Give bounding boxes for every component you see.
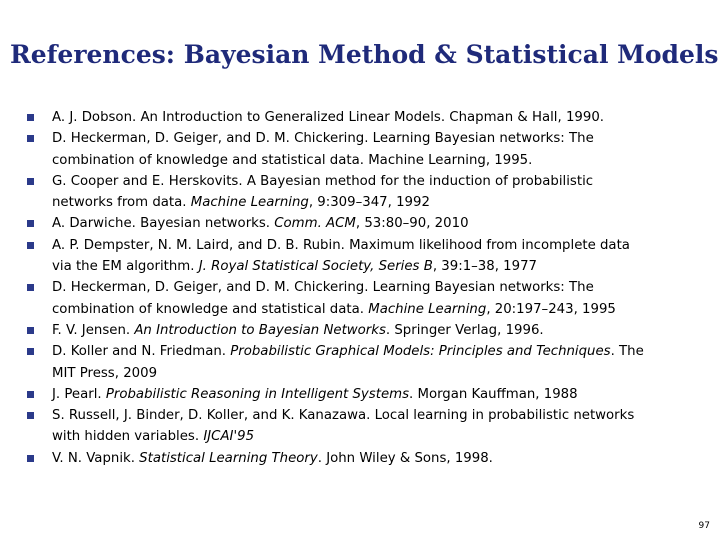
reference-text: , 9:309–347, 1992: [308, 195, 430, 211]
page-number: 97: [698, 521, 710, 531]
reference-line: [52, 299, 702, 320]
reference-line: [52, 128, 702, 149]
reference-item: [0, 341, 720, 384]
reference-text: A. J. Dobson. An Introduction to Generalized Linear Models. Chapman & Hall, 1990.: [52, 110, 605, 125]
square-bullet-icon: [27, 455, 34, 462]
reference-line: [52, 107, 702, 128]
reference-source: IJCAI'95: [203, 429, 255, 445]
reference-line: [52, 426, 702, 447]
reference-item: [0, 171, 720, 214]
reference-source: J. Royal Statistical Society, Series B: [198, 259, 433, 275]
square-bullet-icon: [27, 220, 34, 227]
reference-text: combination of knowledge and statistical data.: [52, 301, 369, 317]
square-bullet-icon: [27, 242, 34, 249]
reference-text: F. V. Jensen.: [52, 322, 135, 338]
reference-item: [0, 384, 720, 405]
reference-text: A. Darwiche. Bayesian networks.: [52, 216, 275, 232]
reference-text: S. Russell, J. Binder, D. Koller, and K. Kanazawa. Local learning in probabilistic networks: [52, 408, 635, 424]
reference-item: [0, 277, 720, 320]
reference-line: [52, 405, 702, 426]
reference-text: , 39:1–38, 1977: [432, 259, 538, 275]
square-bullet-icon: [27, 114, 34, 121]
square-bullet-icon: [27, 348, 34, 355]
square-bullet-icon: [27, 391, 34, 398]
reference-source: An Introduction to Bayesian Networks: [134, 322, 386, 338]
reference-source: Machine Learning: [190, 195, 309, 211]
reference-text: G. Cooper and E. Herskovits. A Bayesian method for the induction of probabilistic: [52, 173, 594, 189]
reference-text: MIT Press, 2009: [52, 365, 158, 381]
reference-line: [52, 150, 702, 171]
reference-text: , 20:197–243, 1995: [486, 301, 616, 317]
reference-text: D. Koller and N. Friedman.: [52, 344, 231, 360]
reference-text: . The: [610, 344, 644, 360]
reference-text: . John Wiley & Sons, 1998.: [317, 450, 493, 466]
reference-item: [0, 107, 720, 128]
reference-text: A. P. Dempster, N. M. Laird, and D. B. Rubin. Maximum likelihood from incomplete data: [52, 237, 630, 253]
reference-item: [0, 235, 720, 278]
reference-text: D. Heckerman, D. Geiger, and D. M. Chickering. Learning Bayesian networks: The: [52, 280, 594, 296]
reference-text: V. N. Vapnik.: [52, 450, 140, 466]
slide-title: References: Bayesian Method & Statistical Models: [10, 40, 719, 69]
square-bullet-icon: [27, 284, 34, 291]
reference-text: , 53:80–90, 2010: [355, 216, 469, 232]
reference-line: [52, 384, 702, 405]
reference-line: [52, 448, 702, 469]
reference-item: [0, 128, 720, 171]
square-bullet-icon: [27, 412, 34, 419]
reference-line: [52, 192, 702, 213]
reference-text: combination of knowledge and statistical data. Machine Learning, 1995.: [52, 152, 533, 168]
reference-line: [52, 213, 702, 234]
reference-item: [0, 320, 720, 341]
reference-item: [0, 213, 720, 234]
reference-line: [52, 320, 702, 341]
reference-source: Statistical Learning Theory: [139, 450, 318, 466]
reference-line: [52, 341, 702, 362]
reference-source: Comm. ACM: [274, 216, 356, 232]
reference-text: . Morgan Kauffman, 1988: [409, 386, 578, 402]
reference-item: [0, 448, 720, 469]
reference-source: Machine Learning: [368, 301, 487, 317]
reference-source: Probabilistic Reasoning in Intelligent Systems: [105, 386, 410, 402]
square-bullet-icon: [27, 135, 34, 142]
reference-text: . Springer Verlag, 1996.: [385, 322, 544, 338]
reference-list: [0, 107, 720, 469]
reference-text: networks from data.: [52, 195, 191, 211]
square-bullet-icon: [27, 327, 34, 334]
reference-source: Probabilistic Graphical Models: Principles and Techniques: [230, 344, 611, 360]
reference-line: [52, 363, 702, 384]
square-bullet-icon: [27, 178, 34, 185]
reference-line: [52, 277, 702, 298]
reference-item: [0, 405, 720, 448]
reference-text: D. Heckerman, D. Geiger, and D. M. Chickering. Learning Bayesian networks: The: [52, 131, 594, 147]
reference-text: with hidden variables.: [52, 429, 204, 445]
reference-text: via the EM algorithm.: [52, 259, 199, 275]
reference-line: [52, 256, 702, 277]
reference-text: J. Pearl.: [52, 386, 106, 402]
reference-line: [52, 235, 702, 256]
reference-line: [52, 171, 702, 192]
